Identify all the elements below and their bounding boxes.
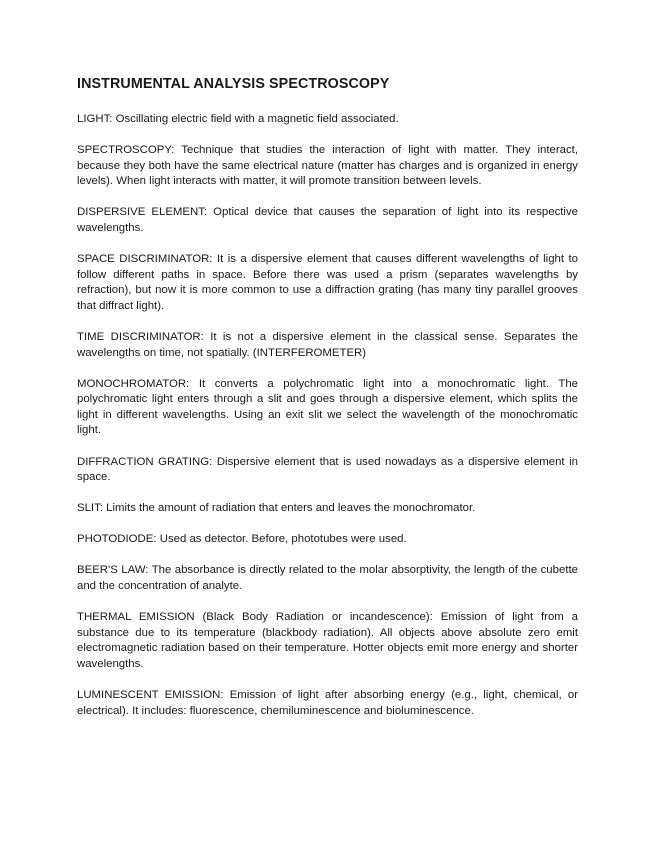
entry-term: DIFFRACTION GRATING: bbox=[77, 455, 213, 468]
entry-definition: It is not a dispersive element in the classical sense. Separates the wavelengths on time, not spatially. (INTERFEROMETER) bbox=[77, 330, 578, 359]
entry-thermal-emission bbox=[77, 610, 578, 672]
entry-definition: Technique that studies the interaction of light with matter. They interact, because they both have the same electrical nature (matter has charges and is organized in energy levels). When light interacts with matter, it will promote transition between levels. bbox=[77, 144, 578, 188]
entry-monochromator bbox=[77, 377, 578, 439]
entry-time-discriminator bbox=[77, 330, 578, 361]
entry-term: PHOTODIODE: bbox=[77, 533, 157, 546]
entry-photodiode bbox=[77, 532, 578, 548]
entry-term: LIGHT: bbox=[77, 113, 113, 125]
entry-term: SPACE DISCRIMINATOR: bbox=[77, 253, 213, 266]
entry-definition: Limits the amount of radiation that enters and leaves the monochromator. bbox=[106, 502, 476, 515]
entry-definition: The absorbance is directly related to the molar absorptivity, the length of the cubette and the concentration of analyte. bbox=[77, 564, 578, 592]
entry-term: TIME DISCRIMINATOR: bbox=[77, 330, 204, 343]
entry-term: BEER'S LAW: bbox=[77, 564, 149, 577]
entry-term: LUMINESCENT EMISSION: bbox=[77, 688, 224, 701]
entry-definition: Used as detector. Before, phototubes were used. bbox=[159, 533, 407, 546]
entry-definition: It converts a polychromatic light into a monochromatic light. The polychromatic light enters through a slit and goes through a dispersive element, which splits the light in different wavelengths. Using an exit slit we select the wavelength of the monochromatic light. bbox=[77, 377, 578, 437]
entry-term: THERMAL EMISSION bbox=[77, 611, 195, 624]
entry-space-discriminator bbox=[77, 252, 578, 314]
entry-definition: Dispersive element that is used nowadays as a dispersive element in space. bbox=[77, 455, 578, 484]
document-title: INSTRUMENTAL ANALYSIS SPECTROSCOPY bbox=[77, 76, 390, 92]
entry-dispersive-element bbox=[77, 205, 578, 236]
entry-slit bbox=[77, 501, 578, 517]
entry-definition: (Black Body Radiation or incandescence): Emission of light from a substance due to its temperature (blackbody radiation). All objects above absolute zero emit electromagnetic radiation based on their temperature. Hotter objects emit more energy and shorter wavelengths. bbox=[77, 611, 578, 670]
entry-term: DISPERSIVE ELEMENT: bbox=[77, 206, 208, 219]
entry-beers-law bbox=[77, 563, 578, 594]
entry-definition: Oscillating electric field with a magnetic field associated. bbox=[115, 113, 399, 125]
entry-term: SPECTROSCOPY: bbox=[77, 144, 175, 157]
entry-definition: Optical device that causes the separation of light into its respective wavelengths. bbox=[77, 206, 578, 234]
entry-definition: Emission of light after absorbing energy (e.g., light, chemical, or electrical). It includes: fluorescence, chemiluminescence and bioluminescence. bbox=[77, 688, 578, 717]
entry-luminescent-emission bbox=[77, 688, 578, 719]
entry-term: SLIT: bbox=[77, 502, 103, 515]
entry-spectroscopy bbox=[77, 143, 578, 190]
entry-definition: It is a dispersive element that causes different wavelengths of light to follow different paths in space. Before there was used a prism (separates wavelengths by refraction), but now it is more common to use a diffraction grating (has many tiny parallel grooves that diffract light). bbox=[77, 253, 578, 312]
entry-light bbox=[77, 112, 578, 128]
entry-term: MONOCHROMATOR: bbox=[77, 377, 190, 390]
entry-diffraction-grating bbox=[77, 455, 578, 486]
